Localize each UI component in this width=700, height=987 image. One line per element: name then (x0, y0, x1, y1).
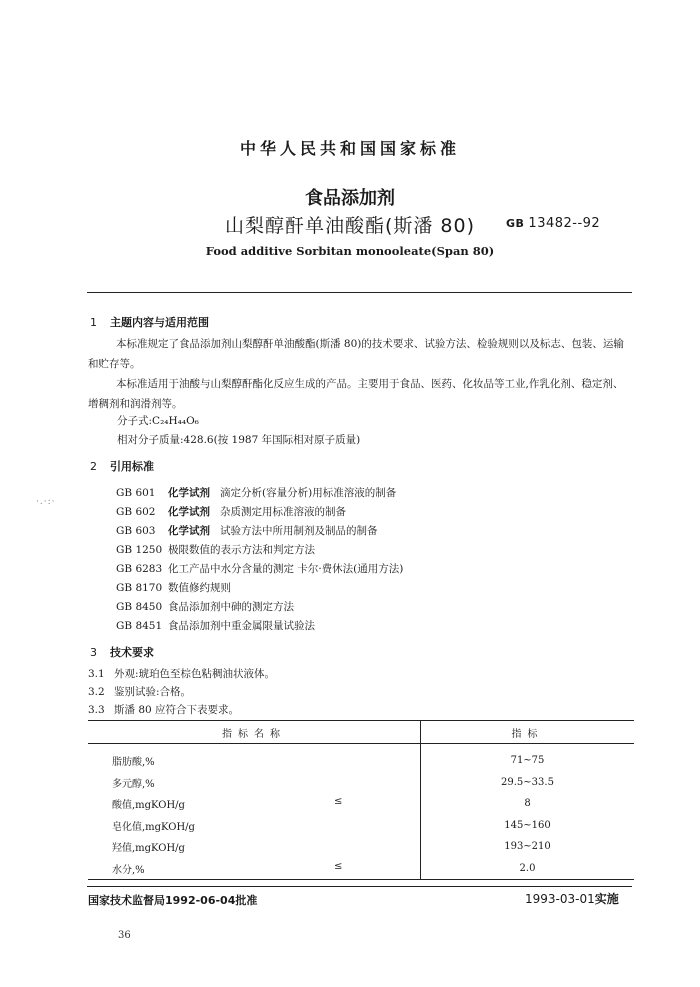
requirement-item (88, 666, 275, 681)
ref-text: 食品添加剂中重金属限量试验法 (168, 620, 315, 632)
ref-row (116, 561, 403, 576)
header-indicator-name: 指标名称 (88, 721, 421, 744)
table-row (88, 858, 634, 880)
implement-date: 1993-03-01 (525, 892, 595, 906)
bottom-divider (87, 886, 632, 887)
ref-code: GB 8170 (116, 582, 163, 594)
requirement-item (88, 702, 239, 717)
scan-speck: ·.·:· (36, 497, 56, 507)
row-name: 羟值,mgKOH/g (112, 843, 185, 855)
requirement-text: 外观:琥珀色至棕色粘稠油状液体。 (114, 668, 276, 680)
ref-text: 试验方法中所用制剂及制品的制备 (220, 525, 378, 537)
ref-code: GB 602 (116, 506, 156, 518)
formula-line (117, 413, 199, 428)
top-divider (87, 292, 632, 293)
section1-para1: 本标准规定了食品添加剂山梨醇酐单油酸酯(斯潘 80)的技术要求、试验方法、检验规则以及标志、包装、运输和贮存等。 (88, 338, 624, 370)
ref-code: GB 603 (116, 525, 156, 537)
table-header-row (88, 721, 634, 744)
ref-category: 化学试剂 (168, 487, 210, 499)
row-value: 8 (524, 798, 531, 810)
requirement-number: 3.1 (88, 668, 105, 680)
implement-label: 实施 (594, 892, 619, 906)
section2-heading (90, 458, 154, 474)
le-symbol: ≤ (334, 796, 343, 807)
requirement-number: 3.3 (88, 704, 105, 716)
section3-title: 技术要求 (110, 646, 154, 659)
row-value: 193~210 (504, 841, 551, 853)
table-row (88, 772, 634, 794)
spec-table (88, 720, 634, 880)
table-row (88, 744, 634, 772)
implementation-date (525, 890, 619, 907)
section3-heading (90, 644, 154, 660)
row-name: 酸值,mgKOH/g (112, 800, 185, 812)
requirement-text: 鉴别试验:合格。 (114, 686, 192, 698)
standard-code (506, 216, 600, 231)
ref-row (116, 618, 315, 633)
standard-code-prefix: GB (506, 217, 525, 230)
mass-line: 相对分子质量:428.6(按 1987 年国际相对原子质量) (117, 434, 361, 446)
le-symbol: ≤ (334, 860, 343, 872)
formula-label: 分子式: (117, 415, 153, 427)
ref-row (116, 580, 231, 595)
ref-row (116, 485, 396, 500)
title-line2: 山梨醇酐单油酸酯(斯潘 80) (224, 215, 476, 237)
title-english: Food additive Sorbitan monooleate(Span 80) (205, 244, 495, 258)
row-value: 2.0 (421, 858, 635, 880)
table-row (88, 793, 634, 815)
row-name: 皂化值,mgKOH/g (112, 821, 195, 833)
section1-para2: 本标准适用于油酸与山梨醇酐酯化反应生成的产品。主要用于食品、医药、化妆品等工业,作乳化剂、稳定剂、增稠剂和润滑剂等。 (88, 378, 624, 410)
ref-code: GB 6283 (116, 563, 163, 575)
section1-heading (90, 314, 209, 330)
ref-code: GB 601 (116, 487, 156, 499)
row-name: 多元醇,% (112, 778, 155, 790)
ref-row (116, 599, 294, 614)
ref-text: 杂质测定用标准溶液的制备 (220, 506, 346, 518)
standard-code-number: 13482--92 (528, 216, 601, 231)
title-line1: 食品添加剂 (305, 188, 395, 209)
row-value: 145~160 (504, 819, 551, 831)
table-row (88, 836, 634, 858)
nation-standard-heading: 中华人民共和国国家标准 (239, 139, 460, 158)
header-indicator-value: 指标 (421, 721, 635, 744)
row-value: 29.5~33.5 (501, 776, 554, 788)
ref-category: 化学试剂 (168, 525, 210, 537)
ref-code: GB 8451 (116, 620, 163, 632)
ref-text: 滴定分析(容量分析)用标准溶液的制备 (220, 487, 397, 499)
table-row (88, 815, 634, 837)
requirement-number: 3.2 (88, 686, 105, 698)
ref-category: 化学试剂 (168, 506, 210, 518)
requirement-item (88, 684, 191, 699)
section2-number: 2 (90, 460, 97, 473)
row-name: 水分,% (112, 864, 145, 876)
requirement-text: 斯潘 80 应符合下表要求。 (114, 704, 240, 716)
ref-text: 极限数值的表示方法和判定方法 (168, 544, 315, 556)
section1-title: 主题内容与适用范围 (110, 316, 209, 329)
ref-text: 食品添加剂中砷的测定方法 (168, 601, 294, 613)
ref-row (116, 523, 378, 538)
ref-code: GB 1250 (116, 544, 163, 556)
issue-approval: 国家技术监督局1992-06-04批准 (88, 894, 258, 907)
section2-title: 引用标准 (110, 460, 154, 473)
section1-number: 1 (90, 316, 97, 329)
section3-number: 3 (90, 646, 97, 659)
ref-text: 化工产品中水分含量的测定 卡尔·费休法(通用方法) (168, 563, 404, 575)
ref-row (116, 504, 346, 519)
formula: C₂₄H₄₄O₆ (152, 415, 199, 427)
ref-row (116, 542, 315, 557)
row-value: 71~75 (510, 755, 545, 767)
row-name: 脂肪酸,% (112, 757, 155, 769)
ref-text: 数值修约规则 (168, 582, 231, 594)
ref-code: GB 8450 (116, 601, 163, 613)
page-number: 36 (118, 930, 131, 941)
